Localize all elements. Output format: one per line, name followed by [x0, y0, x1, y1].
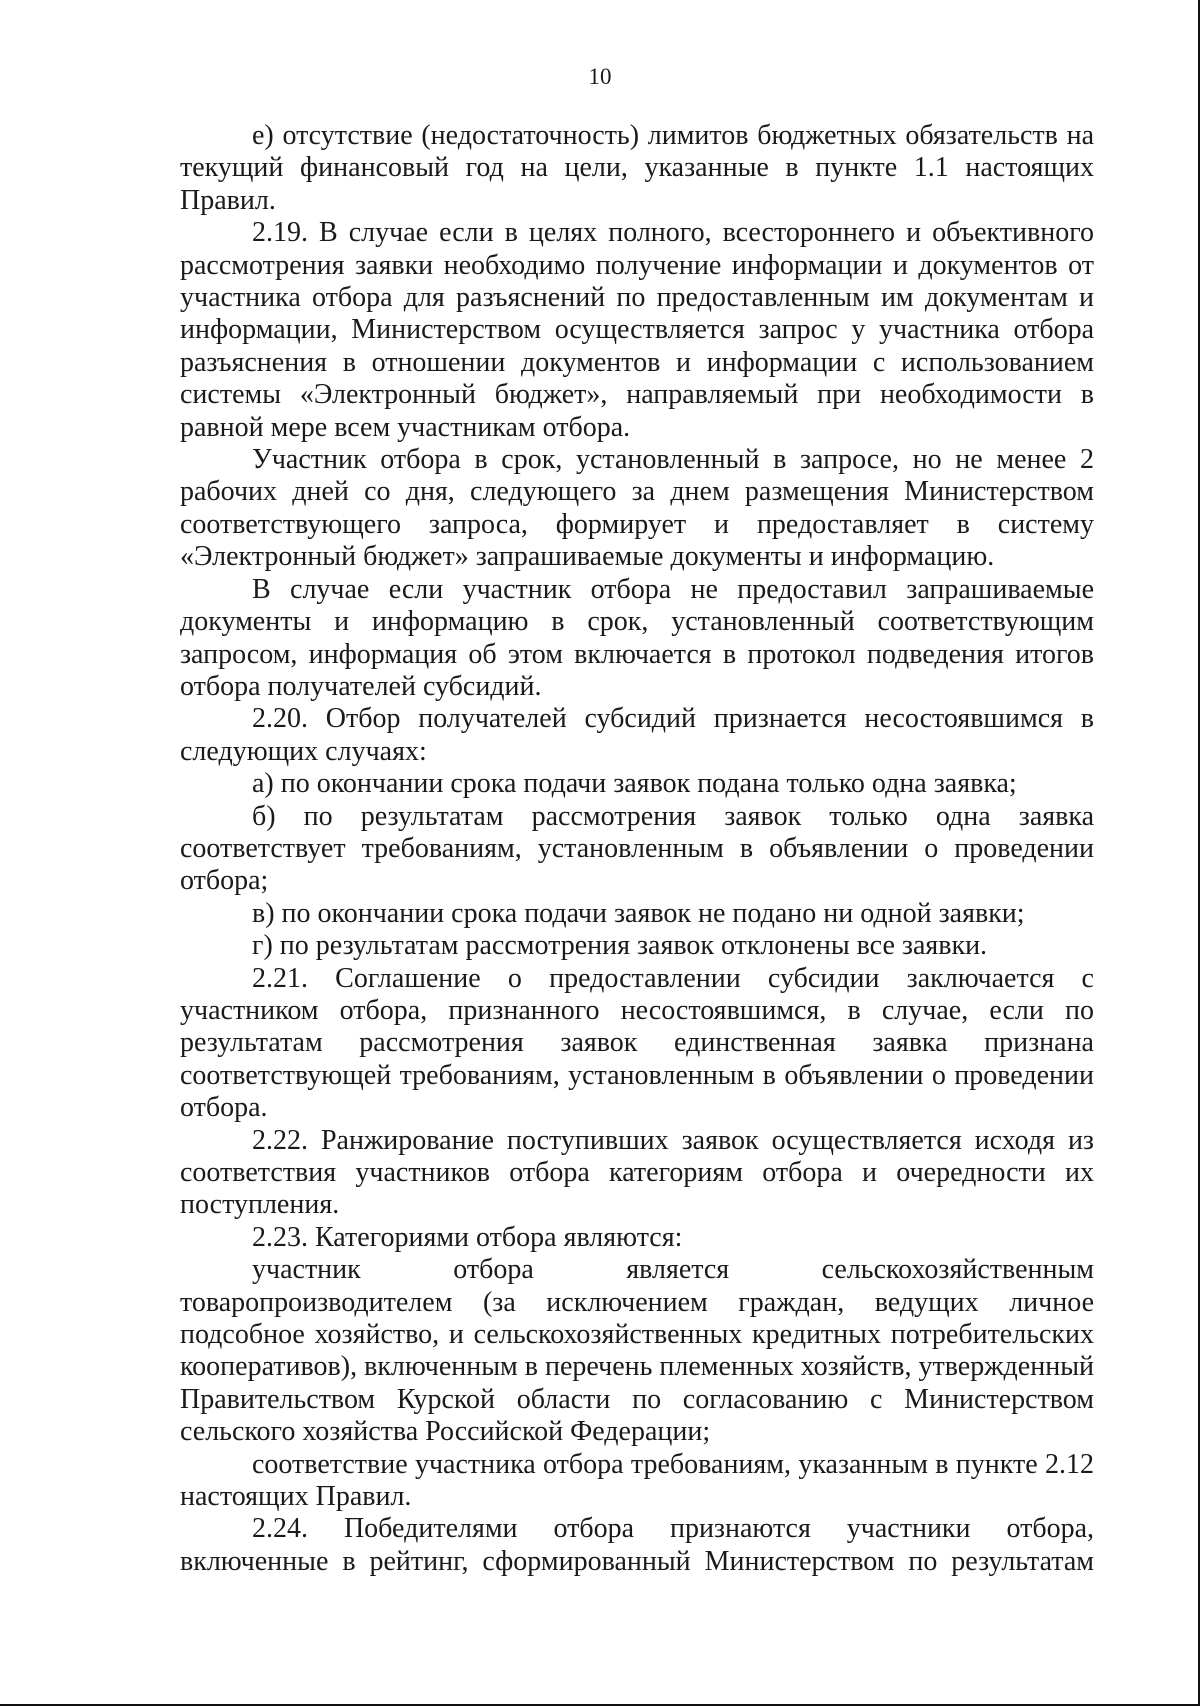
paragraph-2-20: 2.20. Отбор получателей субсидий признается несостоявшимся в следующих случаях: — [180, 703, 1094, 767]
paragraph-2-21: 2.21. Соглашение о предоставлении субсидии заключается с участником отбора, признанного несостоявшимся, в случае, если по результатам рассмотрения заявок единственная заявка признана соответствующей требованиям, установленным в объявлении о проведении отбора. — [180, 962, 1094, 1124]
category-item-2: соответствие участника отбора требованиям, указанным в пункте 2.12 настоящих Правил. — [180, 1448, 1094, 1513]
list-item-v: в) по окончании срока подачи заявок не подано ни одной заявки; — [252, 897, 1025, 929]
paragraph-2-24: 2.24. Победителями отбора признаются участники отбора, включенные в рейтинг, сформированный Министерством по результатам — [180, 1513, 1094, 1577]
paragraph-participant-deadline: Участник отбора в срок, установленный в запросе, но не менее 2 рабочих дней со дня, следующего за днем размещения Министерством соответствующего запроса, формирует и предоставляет в систему «Электронный бюджет» запрашиваемые документы и информацию. — [180, 444, 1094, 573]
category-item-1: участник отбора является сельскохозяйственным товаропроизводителем (за исключением граждан, ведущих личное подсобное хозяйство, и сельскохозяйственных кредитных потребительских кооперативов), включенным в перечень племенных хозяйств, утвержденный Правительством Курской области по согласованию с Министерством сельского хозяйства Российской Федерации; — [180, 1254, 1094, 1448]
paragraph-not-provided: В случае если участник отбора не предоставил запрашиваемые документы и информацию в срок, установленный соответствующим запросом, информация об этом включается в протокол подведения итогов отбора получателей субсидий. — [180, 573, 1094, 702]
list-item-g: г) по результатам рассмотрения заявок отклонены все заявки. — [252, 930, 988, 962]
document-body — [180, 120, 1094, 1578]
paragraph-2-23: 2.23. Категориями отбора являются: — [252, 1221, 683, 1253]
paragraph-2-19: 2.19. В случае если в целях полного, всестороннего и объективного рассмотрения заявки необходимо получение информации и документов от участника отбора для разъяснений по предоставленным им документам и информации, Министерством осуществляется запрос у участника отбора разъяснения в отношении документов и информации с использованием системы «Электронный бюджет», направляемый при необходимости в равной мере всем участникам отбора. — [180, 217, 1094, 443]
list-item-a: а) по окончании срока подачи заявок подана только одна заявка; — [252, 768, 1017, 800]
paragraph-2-22: 2.22. Ранжирование поступивших заявок осуществляется исходя из соответствия участников отбора категориям отбора и очередности их поступления. — [180, 1124, 1094, 1221]
list-item-b: б) по результатам рассмотрения заявок только одна заявка соответствует требованиям, установленным в объявлении о проведении отбора; — [180, 800, 1094, 897]
paragraph-1e: е) отсутствие (недостаточность) лимитов бюджетных обязательств на текущий финансовый год на цели, указанные в пункте 1.1 настоящих Правил. — [180, 120, 1094, 216]
page-number: 10 — [588, 64, 612, 89]
